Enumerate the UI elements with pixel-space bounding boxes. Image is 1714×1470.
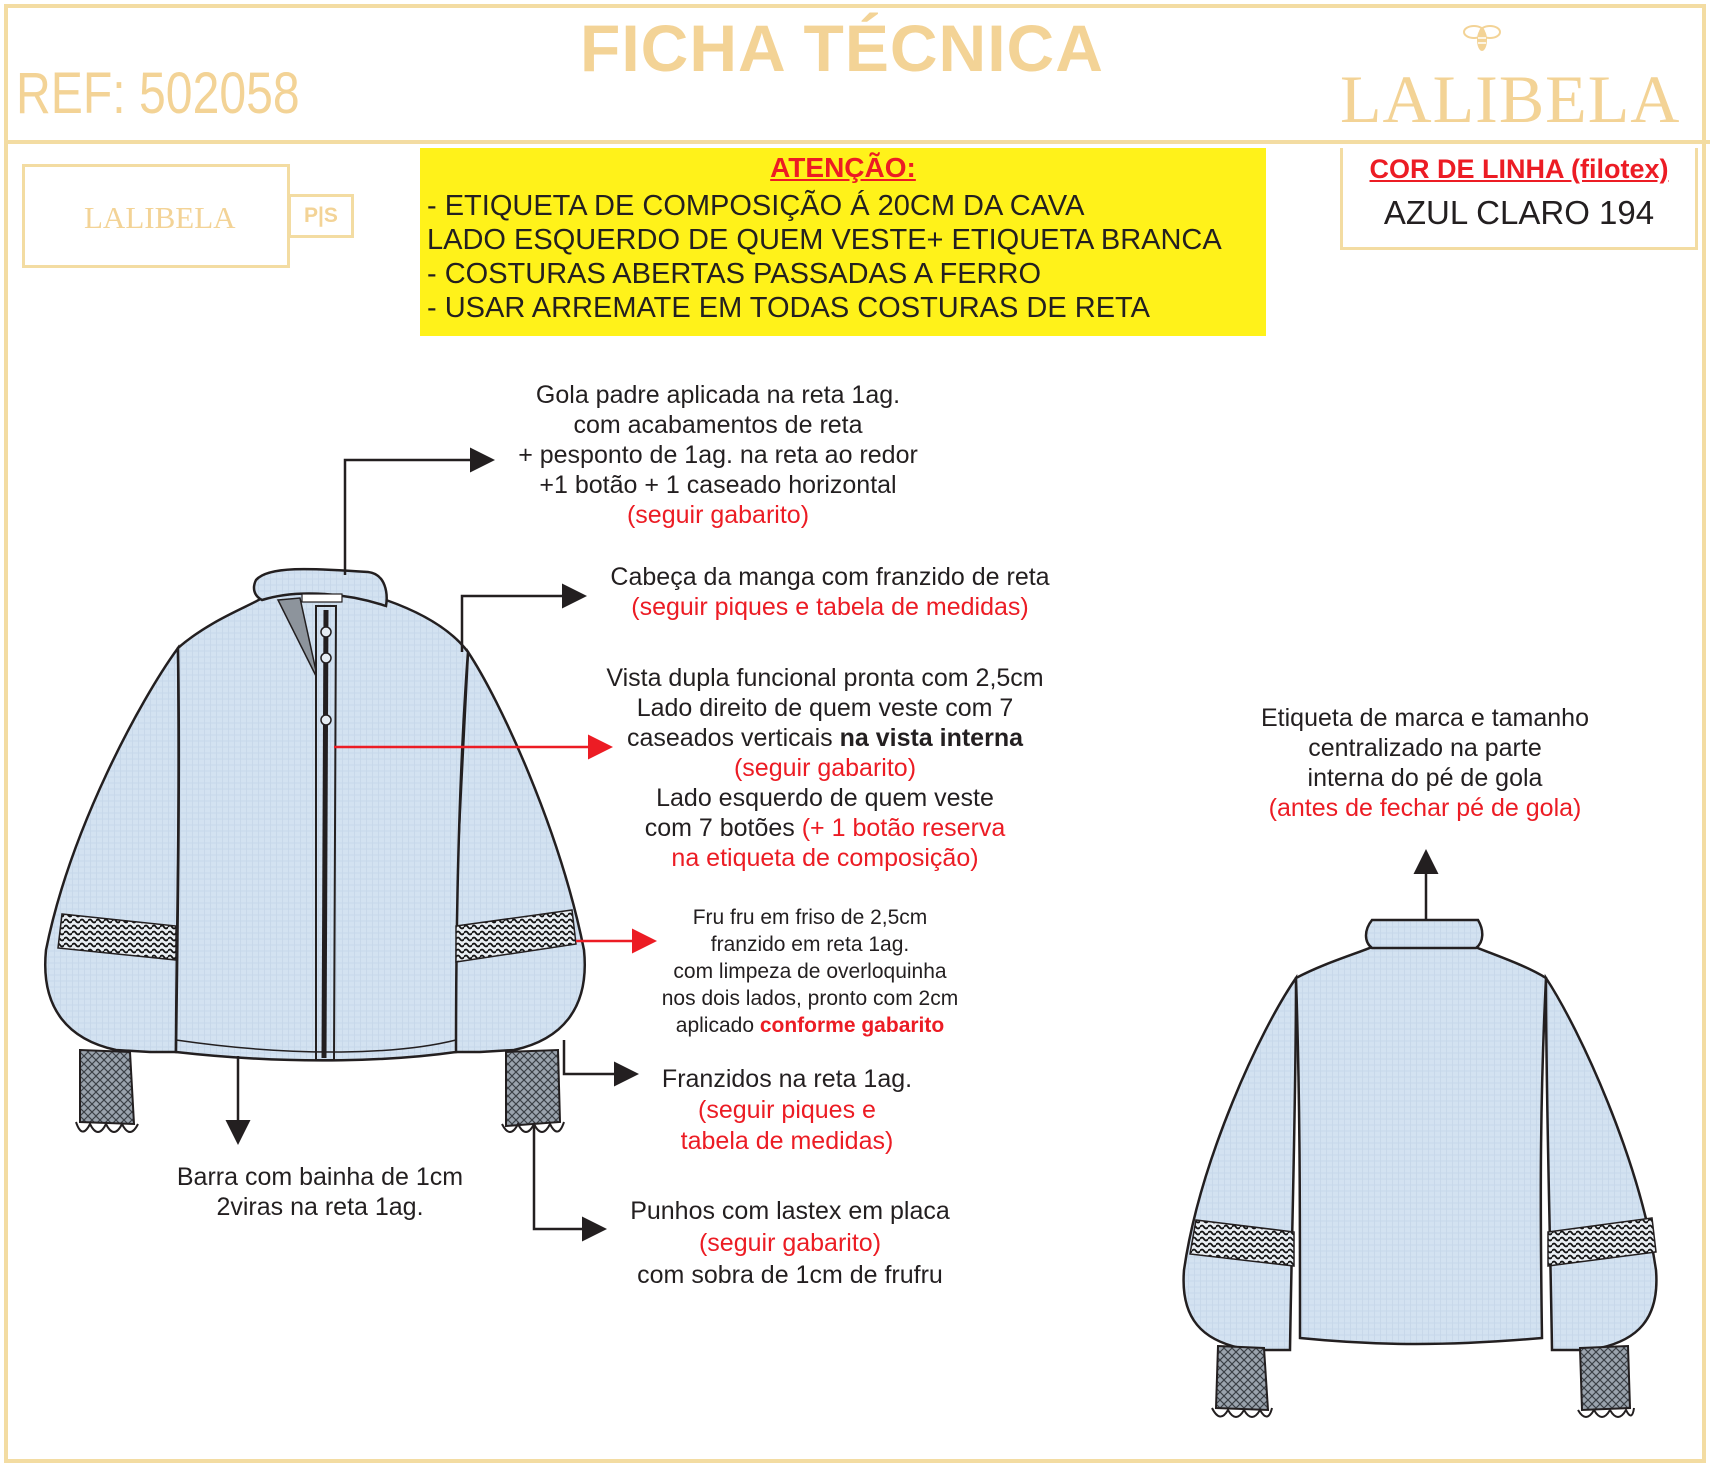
brand-logo: LALIBELA bbox=[1340, 61, 1681, 137]
reference-code: REF: 502058 bbox=[16, 61, 300, 126]
attention-line: - ETIQUETA DE COMPOSIÇÃO Á 20CM DA CAVA bbox=[427, 190, 1085, 222]
front-garment bbox=[45, 569, 585, 1132]
sleeve-head-arrow bbox=[462, 596, 582, 652]
page-title: FICHA TÉCNICA bbox=[580, 11, 1104, 85]
collar-note: Gola padre aplicada na reta 1ag. com acabamentos de reta + pesponto de 1ag. na reta ao redor +1 botão + 1 caseado horizontal (seguir gabarito) bbox=[518, 381, 918, 529]
attention-title: ATENÇÃO: bbox=[770, 152, 916, 183]
gathers-note: Franzidos na reta 1ag. (seguir piques e tabela de medidas) bbox=[661, 1065, 913, 1155]
brand-label-note: Etiqueta de marca e tamanho centralizado na parte interna do pé de gola (antes de fechar pé de gola) bbox=[1261, 704, 1589, 822]
frufru-note: Fru fru em friso de 2,5cm franzido em reta 1ag. com limpeza de overloquinha nos dois lados, pronto com 2cm aplicado conforme gabarito bbox=[661, 906, 959, 1037]
back-garment bbox=[1184, 920, 1657, 1417]
label-brand-text: LALIBELA bbox=[84, 200, 236, 235]
placket-note: Vista dupla funcional pronta com 2,5cm Lado direito de quem veste com 7 caseados verticais na vista interna (seguir gabarito) Lado esquerdo de quem veste com 7 botões (+ 1 botão reserva na etiqueta de composição) bbox=[606, 664, 1044, 872]
size-tag: P|S bbox=[288, 194, 354, 238]
cuffs-note: Punhos com lastex em placa (seguir gabarito) com sobra de 1cm de frufru bbox=[630, 1197, 950, 1289]
thread-color: AZUL CLARO 194 bbox=[1383, 194, 1655, 231]
sleeve-head-note: Cabeça da manga com franzido de reta (seguir piques e tabela de medidas) bbox=[610, 563, 1050, 621]
attention-line: LADO ESQUERDO DE QUEM VESTE+ ETIQUETA BRANCA bbox=[427, 224, 1222, 256]
attention-line: - COSTURAS ABERTAS PASSADAS A FERRO bbox=[427, 258, 1041, 290]
gathers-arrow bbox=[564, 1040, 634, 1074]
thread-title: COR DE LINHA (filotex) bbox=[1369, 154, 1669, 184]
attention-line: - USAR ARREMATE EM TODAS COSTURAS DE RETA bbox=[427, 292, 1150, 324]
hem-note: Barra com bainha de 1cm 2viras na reta 1ag. bbox=[176, 1163, 464, 1221]
